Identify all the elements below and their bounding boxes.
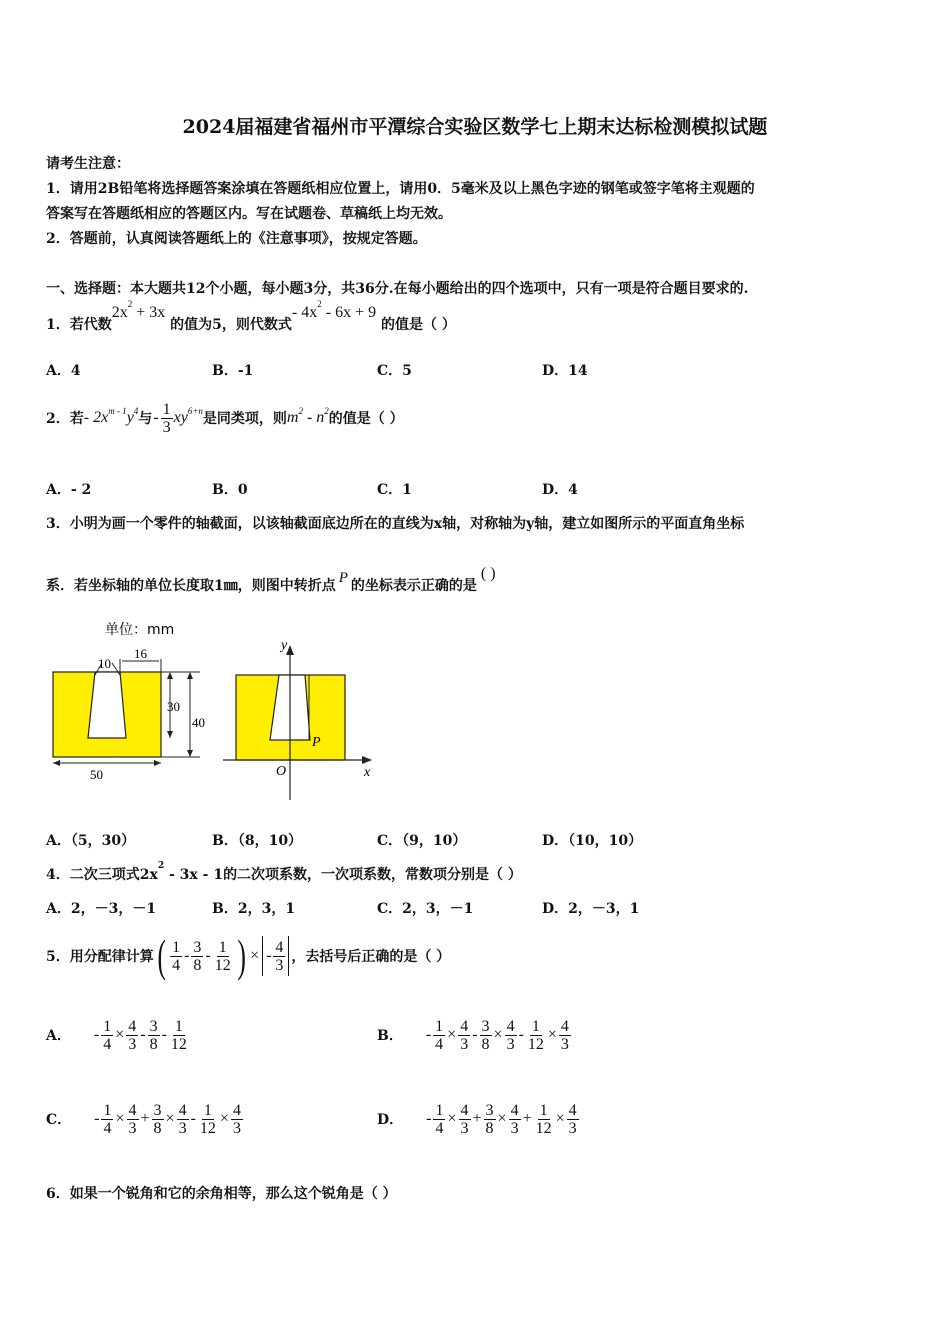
q1-expr-1: [111, 299, 166, 321]
q2-text-3: 是同类项，则: [202, 411, 287, 427]
num: 4: [232, 1101, 241, 1119]
num: 3: [485, 1101, 494, 1119]
q1-expr-2-base: - 4x: [291, 304, 318, 321]
option-label: A．: [46, 1028, 71, 1044]
times: ×: [447, 1026, 457, 1043]
frac: [148, 1018, 160, 1053]
x-axis-arrow: [362, 756, 372, 764]
q2-term-3-n: n: [316, 409, 325, 426]
q2-option-c: C．1: [377, 482, 412, 498]
num: 4: [128, 1101, 137, 1119]
frac: [484, 1102, 496, 1137]
den: 12: [535, 1119, 552, 1137]
q4-option-a: A．2，－3，－1: [46, 901, 157, 917]
minus: -: [266, 947, 272, 964]
q5-option-d: [377, 1097, 580, 1141]
q4-option-d: D．2，－3，1: [542, 901, 640, 917]
q3-line-2: [46, 565, 496, 595]
num: 1: [103, 1017, 112, 1035]
q3-option-d: D．（10，10）: [542, 833, 643, 849]
frac: [126, 1018, 138, 1053]
den: 3: [506, 1035, 515, 1053]
plus: +: [472, 1110, 482, 1127]
q5-bar-right: [288, 936, 289, 976]
dim-30-arrow-bottom: [167, 731, 173, 738]
minus: -: [426, 1110, 432, 1127]
q1-option-c: C．5: [377, 363, 412, 379]
num: 1: [203, 1101, 212, 1119]
dim-40-arrow-top: [187, 672, 193, 679]
times: ×: [447, 1110, 457, 1127]
frac: [567, 1102, 579, 1137]
notice-heading: 请考生注意：: [46, 156, 130, 172]
times: ×: [497, 1110, 507, 1127]
fig-y-label: y: [281, 638, 288, 653]
frac: [231, 1102, 243, 1137]
times: ×: [165, 1110, 175, 1127]
den: 4: [435, 1035, 444, 1053]
q2-term-3-minus: -: [302, 409, 317, 426]
left-part-slot: [88, 672, 126, 738]
num: 4: [275, 938, 284, 956]
q5-frac-1-4: [170, 939, 182, 974]
q2-term-3-nsup: 2: [324, 406, 329, 416]
den: 3: [178, 1119, 187, 1137]
q4-text-2: 的二次项系数，一次项系数，常数项分别是（ ）: [223, 867, 522, 883]
q3-line-2b: 的坐标表示正确的是: [350, 578, 477, 594]
num: 1: [172, 938, 181, 956]
q2-term-3: [286, 406, 329, 427]
q1-option-d: D．14: [542, 363, 588, 379]
notice-line-1a: 1．请用2B铅笔将选择题答案涂填在答题纸相应位置上，请用0．5毫米及以上黑色字迹的钢笔或签字笔将主观题的: [46, 181, 755, 197]
den: 12: [527, 1035, 544, 1053]
minus: -: [184, 947, 190, 964]
notice-line-1b: 答案写在答题纸相应的答题区内。写在试题卷、草稿纸上均无效。: [46, 206, 452, 222]
q4-expr: [139, 861, 224, 883]
q1-expr-1-base: 2x: [111, 304, 128, 321]
num: 1: [435, 1017, 444, 1035]
den: 12: [170, 1035, 187, 1053]
q1-expr-2-sup: 2: [317, 299, 322, 309]
frac: [169, 1018, 189, 1053]
q1-option-b: B．-1: [212, 363, 254, 379]
frac: [152, 1102, 164, 1137]
q1-text-1: 1．若代数: [46, 317, 112, 333]
frac: [526, 1018, 546, 1053]
q2-term-1-y: y: [126, 409, 134, 426]
q2-text-2: 与: [138, 411, 153, 427]
num: 1: [174, 1017, 183, 1035]
q2-term-1-coef: - 2: [83, 409, 102, 426]
num: 4: [506, 1017, 515, 1035]
page-title: 2024届福建省福州市平潭综合实验区数学七上期末达标检测模拟试题: [182, 116, 768, 138]
num: 1: [103, 1101, 112, 1119]
q2-term-3-m: m: [286, 409, 299, 426]
q2-term-1-x: x: [101, 409, 109, 426]
q5-text-2: ，去括号后正确的是（ ）: [291, 949, 451, 965]
q1-expr-2-tail: - 6x + 9: [321, 304, 377, 321]
den: 12: [199, 1119, 216, 1137]
num: 3: [153, 1101, 162, 1119]
q2-term-2-minus: -: [153, 409, 159, 426]
frac: [433, 1102, 445, 1137]
times: ×: [547, 1026, 557, 1043]
fig-dim-16: 16: [134, 646, 147, 661]
num: 4: [510, 1101, 519, 1119]
q2-option-d: D．4: [542, 482, 578, 498]
q3-option-a: A．（5，30）: [46, 833, 136, 849]
dim-50-arrow-right: [154, 760, 161, 766]
den: 8: [193, 956, 202, 974]
times: ×: [115, 1026, 125, 1043]
frac: [433, 1018, 445, 1053]
den: 4: [172, 956, 181, 974]
frac: [559, 1018, 571, 1053]
den: 8: [485, 1119, 494, 1137]
q5-frac-1-12: [213, 939, 233, 974]
question-1: [46, 299, 456, 333]
q5-option-c: [46, 1097, 244, 1141]
frac: [458, 1018, 470, 1053]
den: 4: [103, 1119, 112, 1137]
den: 3: [128, 1119, 137, 1137]
den: 8: [149, 1035, 158, 1053]
q2-term-1: [83, 406, 139, 427]
q3-figure: [40, 615, 390, 805]
num: 3: [149, 1017, 158, 1035]
den: 8: [481, 1035, 490, 1053]
q2-term-1-xsup: m - 1: [108, 406, 127, 416]
fig-unit-label: 单位：mm: [105, 622, 175, 638]
q3-line-1: 3．小明为画一个零件的轴截面，以该轴截面底边所在的直线为x轴，对称轴为y轴，建立如图所示的平面直角坐标: [46, 516, 745, 532]
q3-option-b: B．（8，10）: [212, 833, 303, 849]
den: 4: [103, 1035, 112, 1053]
q5-option-b: [377, 1013, 572, 1057]
q4-option-c: C．2，3，－1: [377, 901, 474, 917]
fig-origin-label: O: [276, 764, 287, 779]
q2-option-b: B．0: [212, 482, 248, 498]
frac: [534, 1102, 554, 1137]
den: 3: [510, 1119, 519, 1137]
q4-expr-base: 2x: [139, 867, 158, 883]
minus: -: [205, 947, 211, 964]
den: 3: [275, 956, 284, 974]
q2-text-4: 的值是（ ）: [328, 411, 404, 427]
q4-text-1: 4．二次三项式: [46, 867, 140, 883]
den: 3: [568, 1119, 577, 1137]
q5-bar-left: [262, 936, 263, 976]
question-6: 6．如果一个锐角和它的余角相等，那么这个锐角是（ ）: [46, 1186, 397, 1202]
q1-expr-1-sup: 2: [127, 299, 133, 309]
minus: -: [425, 1026, 432, 1043]
den: 3: [460, 1035, 469, 1053]
times: ×: [250, 947, 260, 964]
q3-line-2a: 系．若坐标轴的单位长度取1㎜，则图中转折点: [46, 578, 336, 594]
fig-x-label: x: [364, 765, 371, 780]
frac: [101, 1102, 113, 1137]
q4-expr-sup: 2: [157, 861, 165, 871]
den: 3: [460, 1119, 469, 1137]
fig-dim-30: 30: [167, 699, 180, 714]
q2-fraction: [161, 401, 173, 436]
num: 1: [218, 938, 227, 956]
q5-frac-4-3: [273, 939, 285, 974]
minus: -: [472, 1026, 478, 1043]
q5-option-a: [46, 1013, 190, 1057]
q1-option-a: A．4: [46, 363, 81, 379]
dim-40-arrow-bottom: [187, 750, 193, 757]
q2-term-2: [173, 406, 203, 427]
den: 4: [435, 1119, 444, 1137]
frac: [459, 1102, 471, 1137]
q5-rparen: ): [237, 930, 246, 981]
q1-text-2: 的值为5，则代数式: [170, 317, 292, 333]
num: 4: [568, 1101, 577, 1119]
den: 8: [153, 1119, 162, 1137]
frac: [127, 1102, 139, 1137]
times: ×: [493, 1026, 503, 1043]
frac: [509, 1102, 521, 1137]
q2-text-1: 2．若: [46, 411, 84, 427]
den: 3: [232, 1119, 241, 1137]
q2-term-2-sup: 6+n: [187, 406, 203, 416]
q5-frac-3-8: [191, 939, 203, 974]
times: ×: [115, 1110, 125, 1127]
num: 4: [178, 1101, 187, 1119]
q2-term-3-msup: 2: [298, 406, 303, 416]
dim-50-arrow-left: [53, 760, 60, 766]
q3-option-c: C．（9，10）: [377, 833, 467, 849]
q5-text-1: 5．用分配律计算: [46, 949, 154, 965]
q2-option-a: A．- 2: [46, 482, 92, 498]
num: 1: [539, 1101, 548, 1119]
fig-dim-50: 50: [90, 767, 103, 782]
den: 3: [560, 1035, 569, 1053]
q1-expr-2: [291, 299, 377, 321]
minus: -: [94, 1110, 100, 1127]
fig-p-label: P: [312, 735, 321, 750]
q2-fraction-den: 3: [162, 418, 171, 436]
num: 3: [193, 938, 202, 956]
q2-term-1-ysup: 4: [133, 406, 139, 416]
section-heading: 一、选择题：本大题共12个小题，每小题3分，共36分.在每小题给出的四个选项中，只有一项是符合题目要求的.: [46, 281, 749, 297]
minus: -: [93, 1026, 100, 1043]
minus: -: [140, 1026, 146, 1043]
q3-answer-paren: ( ): [480, 565, 496, 582]
q5-lparen: (: [157, 930, 166, 981]
notice-line-2: 2．答题前，认真阅读答题纸上的《注意事项》，按规定答题。: [46, 231, 427, 247]
num: 1: [531, 1017, 540, 1035]
q2-term-2-xy: xy: [173, 409, 188, 426]
times: ×: [219, 1110, 229, 1127]
option-label: C．: [46, 1112, 72, 1128]
times: ×: [555, 1110, 565, 1127]
num: 4: [560, 1017, 569, 1035]
num: 1: [435, 1101, 444, 1119]
question-2: [46, 396, 404, 440]
frac: [177, 1102, 189, 1137]
q2-fraction-num: 1: [162, 400, 171, 418]
num: 3: [481, 1017, 490, 1035]
num: 4: [460, 1101, 469, 1119]
minus: -: [190, 1110, 196, 1127]
fig-dim-40: 40: [192, 715, 205, 730]
q1-text-3: 的值是（ ）: [380, 317, 456, 333]
question-4: [46, 861, 522, 884]
frac: [480, 1018, 492, 1053]
q3-point-p: P: [338, 570, 348, 586]
frac: [505, 1018, 517, 1053]
fig-dim-10: 10: [98, 656, 111, 671]
q1-expr-1-tail: + 3x: [132, 304, 166, 321]
option-label: B．: [377, 1028, 403, 1044]
question-5: [46, 932, 450, 980]
den: 12: [214, 956, 231, 974]
q4-option-b: B．2，3，1: [212, 901, 296, 917]
minus: -: [161, 1026, 167, 1043]
den: 3: [128, 1035, 137, 1053]
minus: -: [518, 1026, 524, 1043]
option-label: D．: [377, 1112, 404, 1128]
frac: [198, 1102, 218, 1137]
num: 4: [460, 1017, 469, 1035]
dim-30-arrow-top: [167, 672, 173, 679]
num: 4: [128, 1017, 137, 1035]
q4-expr-tail: - 3x - 1: [164, 867, 224, 883]
frac: [101, 1018, 113, 1053]
plus: +: [522, 1110, 532, 1127]
plus: +: [140, 1110, 150, 1127]
